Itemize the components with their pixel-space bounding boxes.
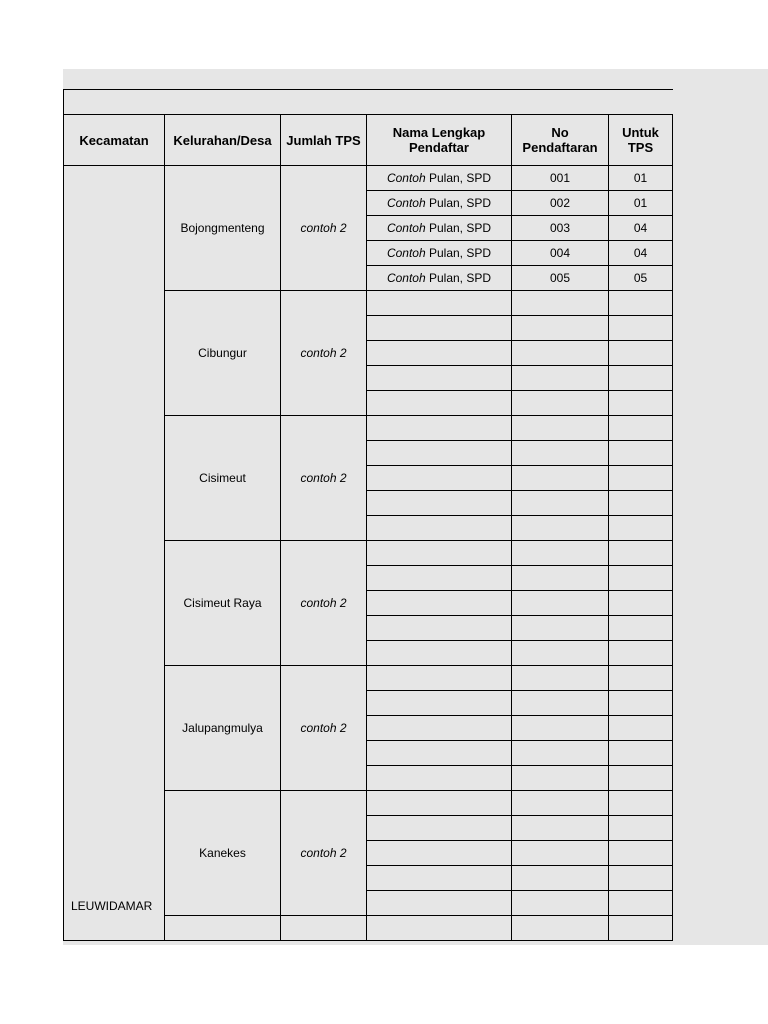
nama-cell[interactable] [367, 416, 512, 441]
header-nama: Nama Lengkap Pendaftar [367, 115, 512, 166]
kelurahan-cell[interactable]: Kanekes [165, 791, 281, 916]
nama-rest: Pulan, SPD [425, 271, 492, 285]
nama-cell[interactable] [367, 266, 512, 291]
untuk-tps-cell[interactable] [609, 866, 673, 891]
untuk-tps-cell[interactable] [609, 691, 673, 716]
no-pendaftaran-cell[interactable]: 003 [512, 216, 609, 241]
nama-cell[interactable] [367, 191, 512, 216]
table-row [64, 166, 673, 191]
nama-prefix: Contoh [386, 246, 426, 260]
untuk-tps-cell[interactable] [609, 291, 673, 316]
header-jumlah-tps: Jumlah TPS [281, 115, 367, 166]
no-pendaftaran-cell[interactable] [512, 566, 609, 591]
kelurahan-cell[interactable]: Bojongmenteng [165, 166, 281, 291]
untuk-tps-cell[interactable] [609, 666, 673, 691]
untuk-tps-cell[interactable]: 01 [609, 166, 673, 191]
nama-cell[interactable] [367, 791, 512, 816]
kelurahan-cell[interactable]: Cisimeut Raya [165, 541, 281, 666]
untuk-tps-cell[interactable] [609, 816, 673, 841]
untuk-tps-cell[interactable] [609, 566, 673, 591]
nama-cell[interactable] [367, 541, 512, 566]
no-pendaftaran-cell[interactable] [512, 741, 609, 766]
jumlah-tps-cell[interactable]: contoh 2 [281, 666, 367, 791]
no-pendaftaran-cell[interactable] [512, 441, 609, 466]
no-pendaftaran-cell[interactable] [512, 366, 609, 391]
untuk-tps-cell[interactable] [609, 591, 673, 616]
nama-cell[interactable] [367, 316, 512, 341]
untuk-tps-cell[interactable]: 01 [609, 191, 673, 216]
no-pendaftaran-cell[interactable] [512, 891, 609, 916]
nama-prefix: Contoh [386, 271, 426, 285]
nama-cell[interactable] [367, 816, 512, 841]
no-pendaftaran-cell[interactable] [512, 691, 609, 716]
no-pendaftaran-cell[interactable] [512, 641, 609, 666]
no-pendaftaran-cell[interactable] [512, 616, 609, 641]
untuk-tps-cell[interactable] [609, 741, 673, 766]
no-pendaftaran-cell[interactable] [512, 791, 609, 816]
title-row [64, 90, 673, 115]
jumlah-tps-cell[interactable]: contoh 2 [281, 416, 367, 541]
table-title-cell [64, 90, 673, 115]
nama-cell[interactable] [367, 766, 512, 791]
header-untuk-tps: Untuk TPS [609, 115, 673, 166]
no-pendaftaran-cell[interactable] [512, 716, 609, 741]
nama-cell[interactable] [367, 891, 512, 916]
untuk-tps-cell[interactable]: 04 [609, 241, 673, 266]
untuk-tps-cell[interactable]: 04 [609, 216, 673, 241]
untuk-tps-cell[interactable] [609, 516, 673, 541]
nama-rest: Pulan, SPD [425, 221, 492, 235]
nama-cell[interactable] [367, 516, 512, 541]
untuk-tps-cell[interactable] [609, 616, 673, 641]
untuk-tps-cell[interactable] [609, 391, 673, 416]
nama-cell[interactable] [367, 241, 512, 266]
no-pendaftaran-cell[interactable] [512, 466, 609, 491]
no-pendaftaran-cell[interactable] [512, 816, 609, 841]
registration-table [63, 89, 673, 941]
nama-prefix: Contoh [386, 171, 426, 185]
nama-cell[interactable] [367, 691, 512, 716]
untuk-tps-cell[interactable] [609, 316, 673, 341]
no-pendaftaran-cell[interactable] [512, 416, 609, 441]
nama-cell[interactable] [367, 216, 512, 241]
no-pendaftaran-cell[interactable]: 001 [512, 166, 609, 191]
kelurahan-cell[interactable]: Jalupangmulya [165, 666, 281, 791]
no-pendaftaran-cell[interactable] [512, 916, 609, 941]
nama-cell[interactable] [367, 841, 512, 866]
nama-cell[interactable] [367, 441, 512, 466]
nama-rest: Pulan, SPD [425, 171, 492, 185]
no-pendaftaran-cell[interactable] [512, 666, 609, 691]
nama-cell[interactable] [367, 916, 512, 941]
spreadsheet-page [63, 69, 768, 945]
nama-cell[interactable] [367, 666, 512, 691]
no-pendaftaran-cell[interactable]: 002 [512, 191, 609, 216]
nama-cell[interactable] [367, 166, 512, 191]
no-pendaftaran-cell[interactable] [512, 391, 609, 416]
nama-cell[interactable] [367, 566, 512, 591]
untuk-tps-cell[interactable] [609, 366, 673, 391]
nama-rest: Pulan, SPD [425, 246, 492, 260]
no-pendaftaran-cell[interactable]: 005 [512, 266, 609, 291]
table-body [64, 166, 673, 941]
nama-rest: Pulan, SPD [425, 196, 492, 210]
no-pendaftaran-cell[interactable] [512, 291, 609, 316]
untuk-tps-cell[interactable] [609, 716, 673, 741]
no-pendaftaran-cell[interactable] [512, 541, 609, 566]
nama-prefix: Contoh [386, 221, 426, 235]
no-pendaftaran-cell[interactable]: 004 [512, 241, 609, 266]
untuk-tps-cell[interactable] [609, 766, 673, 791]
untuk-tps-cell[interactable] [609, 491, 673, 516]
untuk-tps-cell[interactable] [609, 341, 673, 366]
jumlah-tps-cell[interactable] [281, 916, 367, 941]
no-pendaftaran-cell[interactable] [512, 516, 609, 541]
nama-cell[interactable] [367, 291, 512, 316]
jumlah-tps-cell[interactable]: contoh 2 [281, 166, 367, 291]
nama-cell[interactable] [367, 716, 512, 741]
no-pendaftaran-cell[interactable] [512, 316, 609, 341]
header-row [64, 115, 673, 166]
nama-cell[interactable] [367, 641, 512, 666]
untuk-tps-cell[interactable] [609, 416, 673, 441]
header-kelurahan: Kelurahan/Desa [165, 115, 281, 166]
nama-cell[interactable] [367, 616, 512, 641]
untuk-tps-cell[interactable] [609, 441, 673, 466]
no-pendaftaran-cell[interactable] [512, 766, 609, 791]
untuk-tps-cell[interactable] [609, 466, 673, 491]
no-pendaftaran-cell[interactable] [512, 491, 609, 516]
nama-cell[interactable] [367, 491, 512, 516]
no-pendaftaran-cell[interactable] [512, 866, 609, 891]
jumlah-tps-cell[interactable]: contoh 2 [281, 291, 367, 416]
untuk-tps-cell[interactable] [609, 916, 673, 941]
untuk-tps-cell[interactable] [609, 891, 673, 916]
untuk-tps-cell[interactable] [609, 791, 673, 816]
nama-cell[interactable] [367, 741, 512, 766]
no-pendaftaran-cell[interactable] [512, 341, 609, 366]
nama-cell[interactable] [367, 366, 512, 391]
nama-cell[interactable] [367, 341, 512, 366]
header-no-pendaftaran: No Pendaftaran [512, 115, 609, 166]
untuk-tps-cell[interactable] [609, 641, 673, 666]
kecamatan-cell[interactable]: LEUWIDAMAR [64, 166, 165, 941]
kelurahan-cell[interactable] [165, 916, 281, 941]
untuk-tps-cell[interactable] [609, 541, 673, 566]
header-kecamatan: Kecamatan [64, 115, 165, 166]
nama-cell[interactable] [367, 466, 512, 491]
nama-cell[interactable] [367, 591, 512, 616]
no-pendaftaran-cell[interactable] [512, 841, 609, 866]
kelurahan-cell[interactable]: Cibungur [165, 291, 281, 416]
nama-cell[interactable] [367, 391, 512, 416]
untuk-tps-cell[interactable]: 05 [609, 266, 673, 291]
nama-prefix: Contoh [386, 196, 426, 210]
jumlah-tps-cell[interactable]: contoh 2 [281, 791, 367, 916]
kelurahan-cell[interactable]: Cisimeut [165, 416, 281, 541]
untuk-tps-cell[interactable] [609, 841, 673, 866]
nama-cell[interactable] [367, 866, 512, 891]
no-pendaftaran-cell[interactable] [512, 591, 609, 616]
jumlah-tps-cell[interactable]: contoh 2 [281, 541, 367, 666]
